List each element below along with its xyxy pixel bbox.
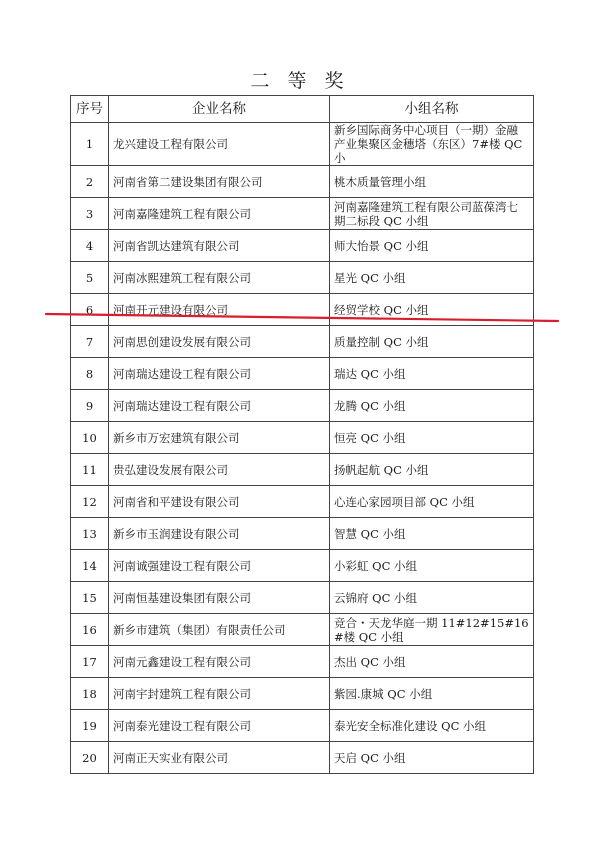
cell-no: 3 [71,198,109,230]
table-row [71,550,534,582]
cell-group: 龙腾 QC 小组 [330,390,534,422]
cell-no: 4 [71,230,109,262]
table-row [71,646,534,678]
cell-no: 13 [71,518,109,550]
cell-no: 17 [71,646,109,678]
cell-company: 河南嘉隆建筑工程有限公司 [109,198,330,230]
cell-group: 泰光安全标准化建设 QC 小组 [330,710,534,742]
table-header-row [71,96,534,123]
cell-group: 师大怡景 QC 小组 [330,230,534,262]
table-row [71,422,534,454]
cell-no: 11 [71,454,109,486]
cell-no: 14 [71,550,109,582]
table-row [71,454,534,486]
cell-company: 河南恒基建设集团有限公司 [109,582,330,614]
cell-group: 恒亮 QC 小组 [330,422,534,454]
cell-no: 16 [71,614,109,646]
cell-no: 8 [71,358,109,390]
cell-group: 质量控制 QC 小组 [330,326,534,358]
cell-company: 河南诚强建设工程有限公司 [109,550,330,582]
cell-company: 龙兴建设工程有限公司 [109,123,330,166]
cell-no: 20 [71,742,109,774]
red-underline-annotation [44,309,560,323]
table-row [71,710,534,742]
cell-no: 12 [71,486,109,518]
cell-no: 18 [71,678,109,710]
table-row [71,486,534,518]
cell-group: 新乡国际商务中心项目（一期）金融产业集聚区金穗塔（东区）7#楼 QC 小 [330,123,534,166]
table-row [71,390,534,422]
table-row [71,166,534,198]
cell-company: 河南元鑫建设工程有限公司 [109,646,330,678]
table-row [71,582,534,614]
table-row [71,518,534,550]
cell-company: 河南宇封建筑工程有限公司 [109,678,330,710]
table-row [71,326,534,358]
cell-company: 河南瑞达建设工程有限公司 [109,390,330,422]
cell-company: 河南省和平建设有限公司 [109,486,330,518]
cell-group: 智慧 QC 小组 [330,518,534,550]
cell-company: 河南省第二建设集团有限公司 [109,166,330,198]
cell-group: 经贸学校 QC 小组 [330,294,534,326]
cell-group: 桃木质量管理小组 [330,166,534,198]
cell-company: 河南正天实业有限公司 [109,742,330,774]
cell-group: 心连心家园项目部 QC 小组 [330,486,534,518]
header-group: 小组名称 [330,96,534,123]
cell-no: 6 [71,294,109,326]
table-row [71,123,534,166]
award-table [70,95,534,774]
cell-company: 新乡市玉润建设有限公司 [109,518,330,550]
cell-group: 紫园.康城 QC 小组 [330,678,534,710]
cell-group: 瑞达 QC 小组 [330,358,534,390]
cell-no: 2 [71,166,109,198]
page-title: 二 等 奖 [250,70,350,92]
table-row [71,678,534,710]
table-row [71,614,534,646]
cell-no: 10 [71,422,109,454]
table-row [71,262,534,294]
cell-no: 19 [71,710,109,742]
cell-group: 竞合・天龙华庭一期 11#12#15#16#楼 QC 小组 [330,614,534,646]
table-body [71,123,534,774]
cell-group: 天启 QC 小组 [330,742,534,774]
cell-group: 河南嘉隆建筑工程有限公司蓝葆湾七期二标段 QC 小组 [330,198,534,230]
cell-group: 云锦府 QC 小组 [330,582,534,614]
cell-group: 杰出 QC 小组 [330,646,534,678]
table-row [71,230,534,262]
table-row [71,742,534,774]
cell-no: 7 [71,326,109,358]
cell-company: 河南开元建设有限公司 [109,294,330,326]
header-no: 序号 [71,96,109,123]
cell-no: 9 [71,390,109,422]
cell-company: 新乡市万宏建筑有限公司 [109,422,330,454]
table-row [71,358,534,390]
cell-group: 星光 QC 小组 [330,262,534,294]
cell-no: 5 [71,262,109,294]
header-company: 企业名称 [109,96,330,123]
cell-company: 贵弘建设发展有限公司 [109,454,330,486]
cell-no: 15 [71,582,109,614]
cell-group: 小彩虹 QC 小组 [330,550,534,582]
cell-no: 1 [71,123,109,166]
table-row [71,198,534,230]
cell-company: 新乡市建筑（集团）有限责任公司 [109,614,330,646]
cell-company: 河南泰光建设工程有限公司 [109,710,330,742]
cell-group: 扬帆起航 QC 小组 [330,454,534,486]
cell-company: 河南瑞达建设工程有限公司 [109,358,330,390]
cell-company: 河南冰熙建筑工程有限公司 [109,262,330,294]
cell-company: 河南思创建设发展有限公司 [109,326,330,358]
cell-company: 河南省凯达建筑有限公司 [109,230,330,262]
